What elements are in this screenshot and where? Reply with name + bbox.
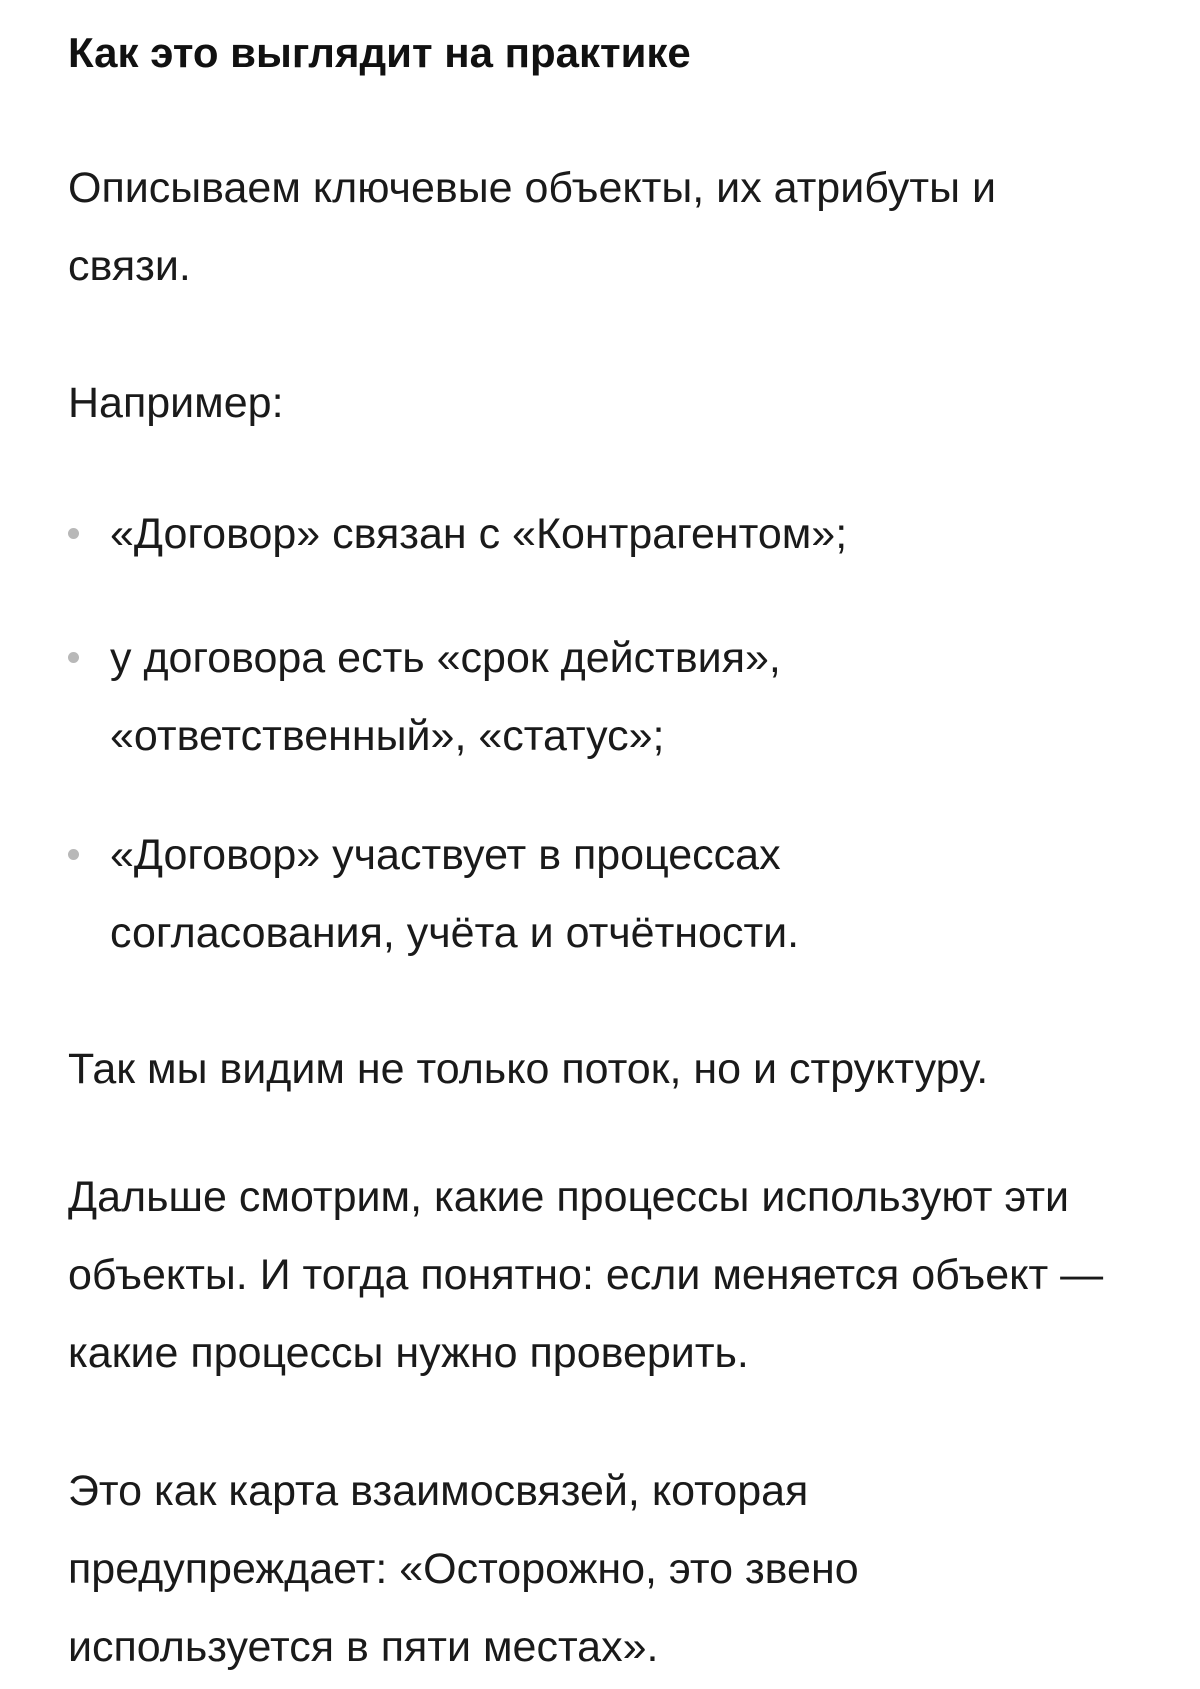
bullet-icon <box>68 849 79 860</box>
processes-paragraph: Дальше смотрим, какие процессы используют эти объекты. И тогда понятно: если меняется объект — какие процессы нужно проверить. <box>68 1173 1104 1377</box>
bullet-icon <box>68 528 79 539</box>
list-item-text: «Договор» связан с «Контрагентом»; <box>110 510 848 558</box>
list-item-text: «Договор» участвует в процессах согласования, учёта и отчётности. <box>110 831 800 957</box>
structure-paragraph: Так мы видим не только поток, но и структуру. <box>68 1045 989 1093</box>
example-label: Например: <box>68 379 284 427</box>
list-item <box>68 619 1068 775</box>
list-item <box>68 495 1068 573</box>
map-paragraph: Это как карта взаимосвязей, которая предупреждает: «Осторожно, это звено используется в пяти местах». <box>68 1467 859 1671</box>
section-heading: Как это выглядит на практике <box>68 29 691 76</box>
intro-paragraph: Описываем ключевые объекты, их атрибуты и связи. <box>68 164 996 290</box>
list-item-text: у договора есть «срок действия», «ответственный», «статус»; <box>110 634 781 760</box>
bullet-icon <box>68 652 79 663</box>
list-item <box>68 816 1068 972</box>
